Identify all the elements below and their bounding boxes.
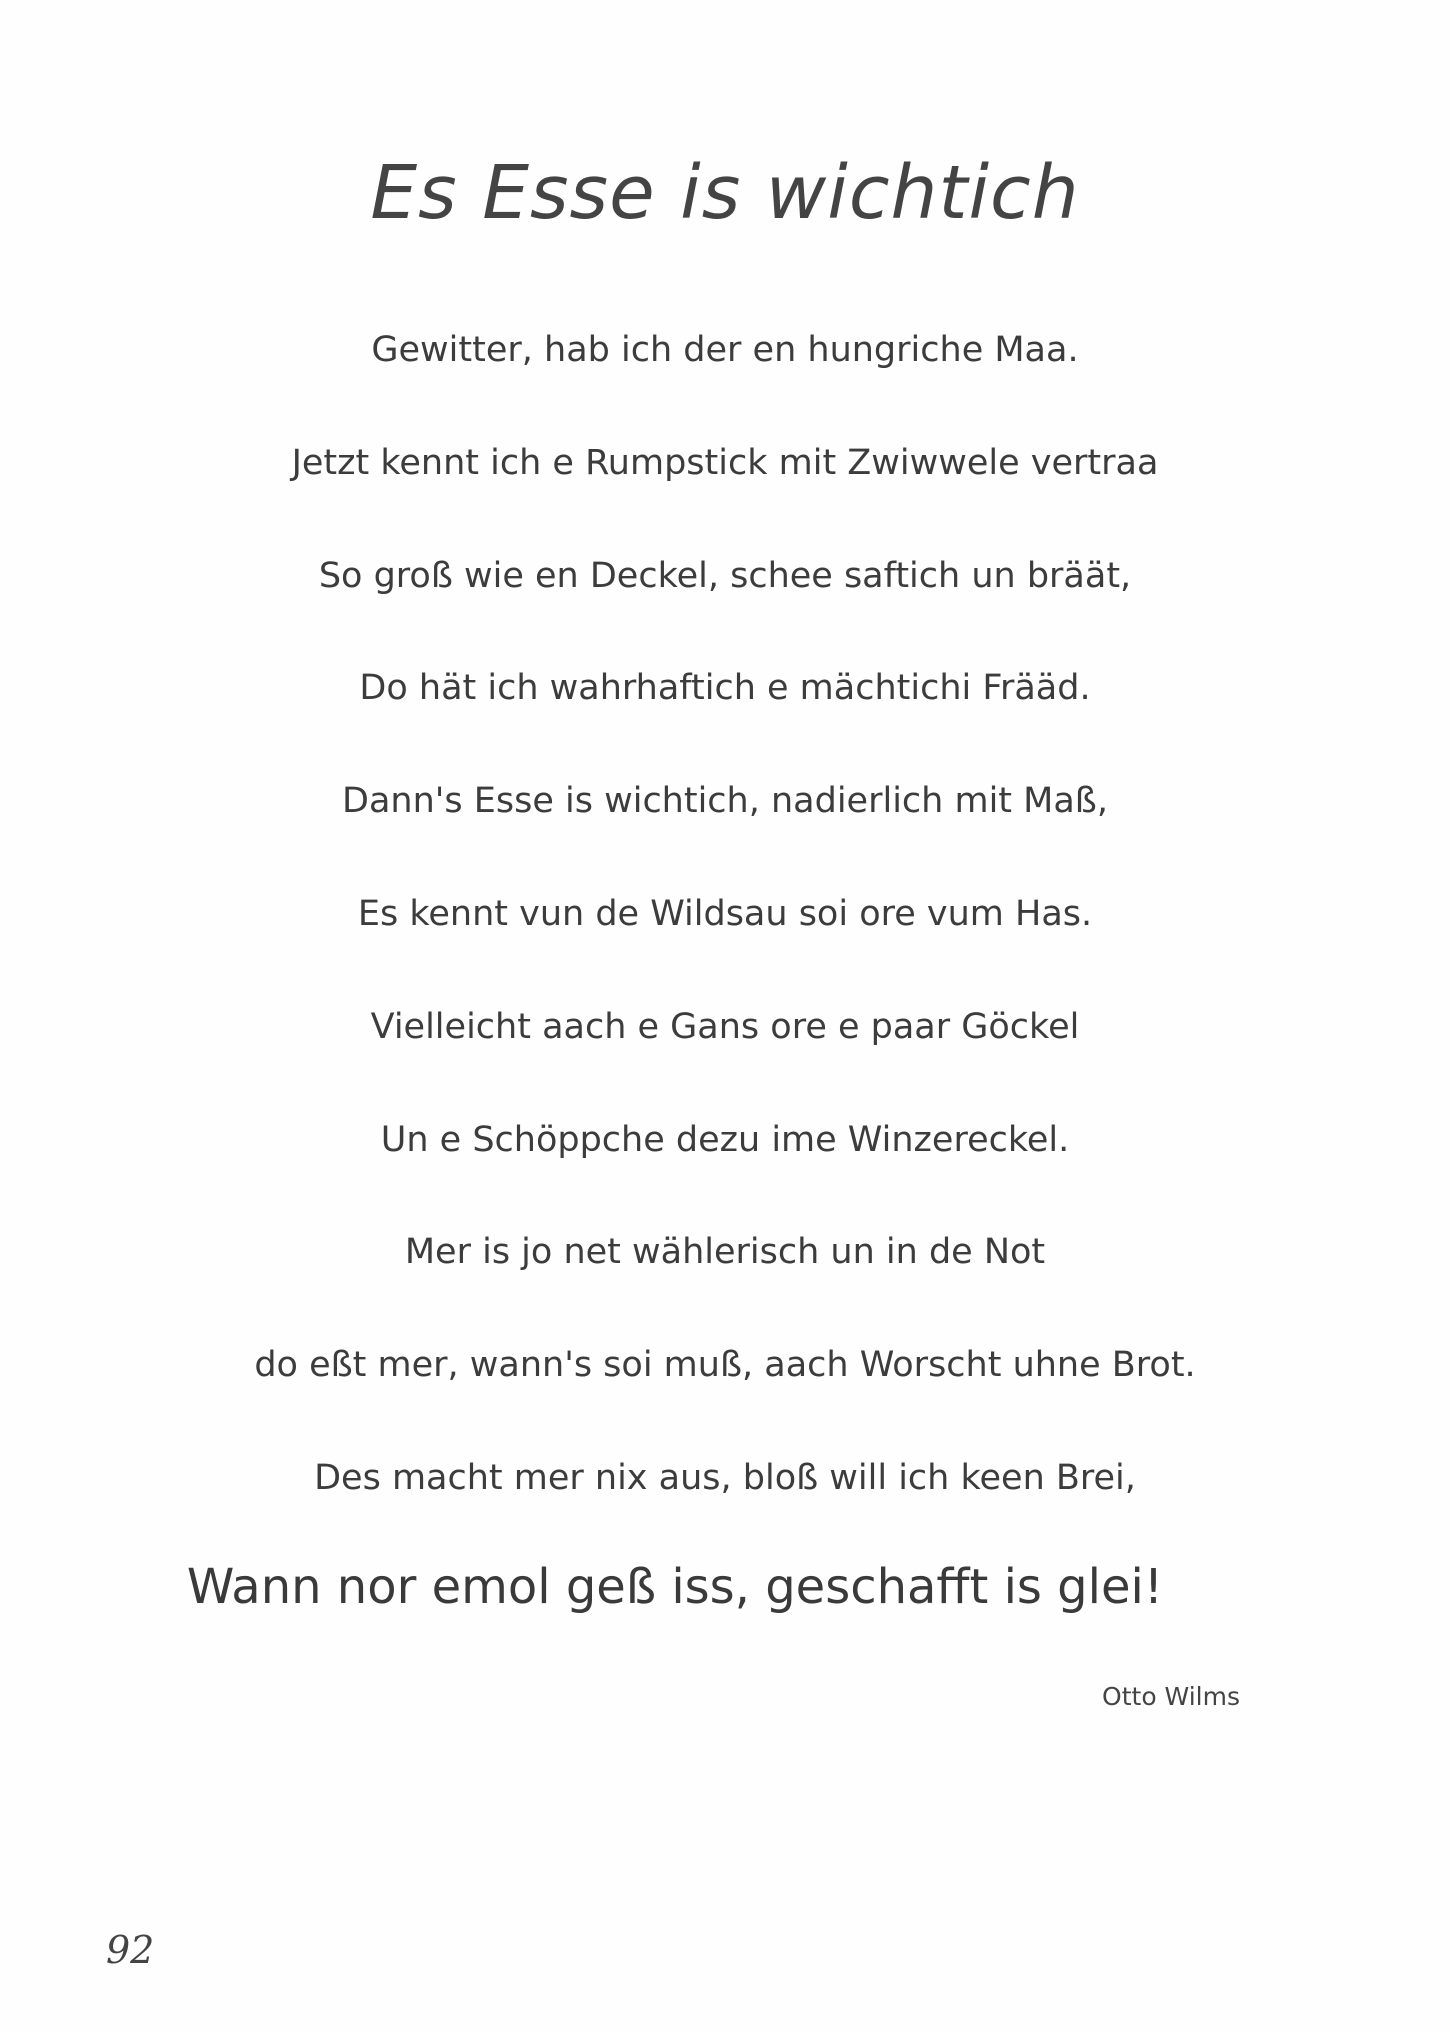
poem-line: So groß wie en Deckel, schee saftich un bräät, xyxy=(318,555,1132,596)
poem-line: Dann's Esse is wichtich, nadierlich mit Maß, xyxy=(342,781,1108,822)
poem-line: Des macht mer nix aus, bloß will ich keen Brei, xyxy=(314,1457,1136,1498)
poem-line: Es kennt vun de Wildsau soi ore vum Has. xyxy=(357,893,1093,934)
author-name: Otto Wilms xyxy=(1102,1682,1240,1711)
poem-line: Vielleicht aach e Gans ore e paar Göckel xyxy=(370,1006,1080,1047)
page-number: 92 xyxy=(106,1928,155,1972)
poem-final-line: Wann nor emol geß iss, geschafft is glei! xyxy=(186,1559,1164,1615)
poem-line: Jetzt kennt ich e Rumpstick mit Zwiwwele vertraa xyxy=(291,442,1159,483)
poem-line: Un e Schöppche dezu ime Winzereckel. xyxy=(380,1119,1070,1160)
poem-title: Es Esse is wichtich xyxy=(370,150,1080,236)
poem-lines xyxy=(0,315,1450,1556)
poem-line: Gewitter, hab ich der en hungriche Maa. xyxy=(371,330,1079,370)
poem-line: Mer is jo net wählerisch un in de Not xyxy=(404,1232,1046,1273)
poem-line: do eßt mer, wann's soi muß, aach Worscht uhne Brot. xyxy=(254,1345,1196,1386)
poem-line: Do hät ich wahrhaftich e mächtichi Frääd. xyxy=(359,668,1091,709)
